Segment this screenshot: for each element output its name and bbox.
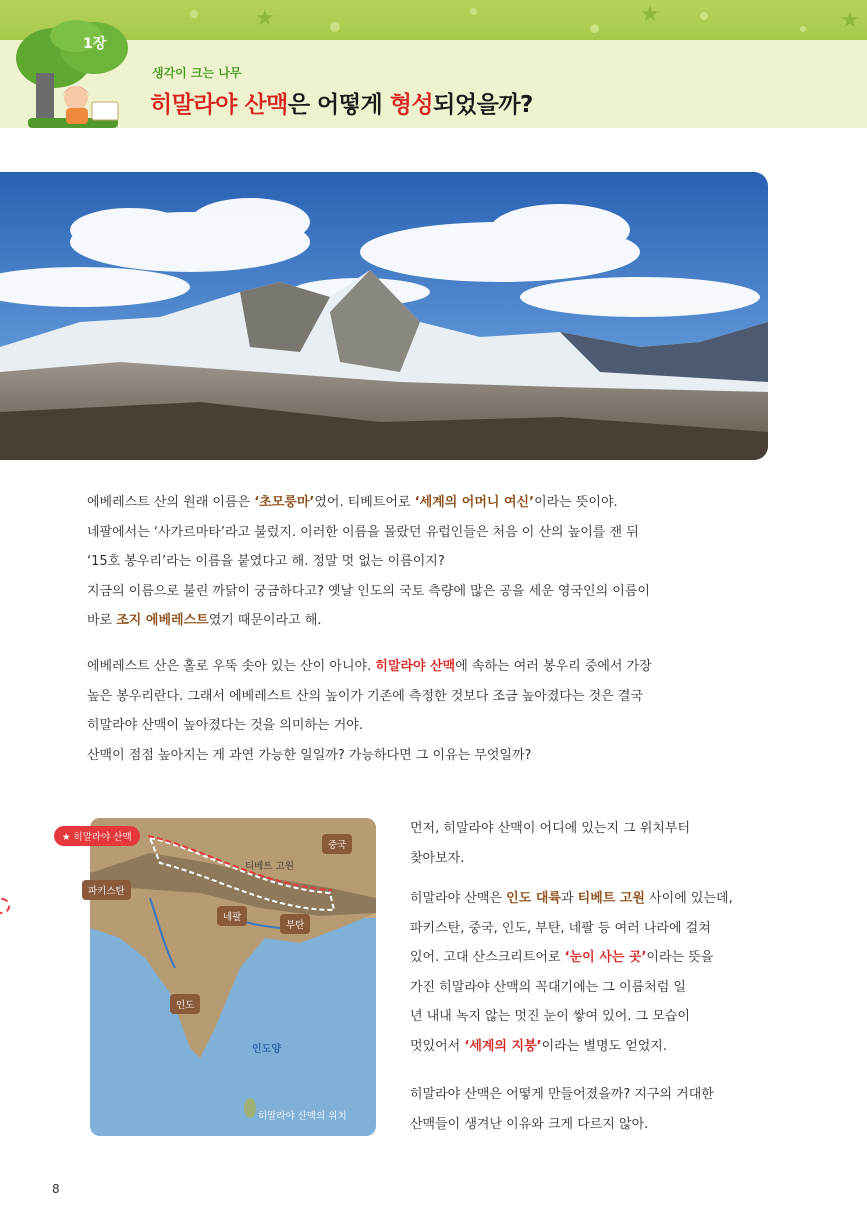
text-line xyxy=(410,943,780,973)
star-icon: ★ xyxy=(840,8,860,33)
text-span: 바로 xyxy=(87,613,117,628)
decor-dot xyxy=(470,8,477,15)
decor-dot xyxy=(330,22,340,32)
keyword-text: 히말라야 산맥 xyxy=(375,659,456,674)
title-text: 은 어떻게 xyxy=(287,92,390,118)
text-span: 에 속하는 여러 봉우리 중에서 가장 xyxy=(455,659,652,674)
title-keyword: 히말라야 산맥 xyxy=(150,92,288,118)
title-text: 되었을까? xyxy=(433,92,533,118)
intro-paragraph-2 xyxy=(87,652,777,770)
page-number: 8 xyxy=(52,1182,60,1196)
text-line: 가진 히말라야 산맥의 꼭대기에는 그 이름처럼 일 xyxy=(410,979,686,995)
intro-paragraph-1 xyxy=(87,488,777,636)
map-label-himalaya: ★ 히말라야 산맥 xyxy=(54,826,140,846)
text-span: 에베레스트 산의 원래 이름은 xyxy=(87,495,255,510)
tree-mascot-icon xyxy=(14,18,134,130)
decor-dot xyxy=(700,12,708,20)
text-span: 히말라야 산맥은 xyxy=(410,891,507,906)
text-line xyxy=(87,652,777,682)
text-line: 네팔에서는 ‘사가르마타’라고 불렀지. 이러한 이름을 몰랐던 유럽인들은 처음 이 산의 높이를 잰 뒤 xyxy=(87,524,639,540)
text-line xyxy=(87,606,777,636)
text-line: 지금의 이름으로 불린 까닭이 궁금하다고? 옛날 인도의 국토 측량에 많은 공을 세운 영국인의 이름이 xyxy=(87,583,650,599)
right-paragraph-1 xyxy=(410,814,780,873)
map-label-china: 중국 xyxy=(322,834,352,854)
text-line xyxy=(87,488,777,518)
keyword-text: ‘세계의 어머니 여신’ xyxy=(414,495,535,510)
map-label-nepal: 네팔 xyxy=(217,906,247,926)
right-paragraph-2 xyxy=(410,884,780,1061)
text-line: 파키스탄, 중국, 인도, 부탄, 네팔 등 여러 나라에 걸쳐 xyxy=(410,920,711,936)
page-title xyxy=(150,86,533,119)
decor-dot xyxy=(800,26,806,32)
text-span: 였어. 티베트어로 xyxy=(314,495,415,510)
decor-dot xyxy=(190,10,198,18)
series-label: 생각이 크는 나무 xyxy=(152,66,242,80)
keyword-text: 조지 에베레스트 xyxy=(116,613,209,628)
text-line: ‘15호 봉우리’라는 이름을 붙였다고 해. 정말 멋 없는 이름이지? xyxy=(87,554,445,569)
text-span: 있어. 고대 산스크리트어로 xyxy=(410,950,565,965)
map-label-bhutan: 부탄 xyxy=(280,914,310,934)
text-span: 에베레스트 산은 홀로 우뚝 솟아 있는 산이 아니야. xyxy=(87,659,376,674)
keyword-text: 인도 대륙 xyxy=(506,891,561,906)
text-line: 찾아보자. xyxy=(410,850,465,866)
margin-marker-icon xyxy=(0,898,10,914)
text-line: 높은 봉우리란다. 그래서 에베레스트 산의 높이가 기존에 측정한 것보다 조금 높아졌다는 것은 결국 xyxy=(87,688,644,704)
text-span: 이라는 뜻이야. xyxy=(534,495,618,510)
chapter-badge: 1장 xyxy=(83,36,107,52)
text-line xyxy=(410,1032,780,1062)
map-caption: 히말라야 산맥의 위치 xyxy=(258,1111,347,1122)
text-line: 먼저, 히말라야 산맥이 어디에 있는지 그 위치부터 xyxy=(410,821,691,836)
map-label-tibet: 티베트 고원 xyxy=(245,861,294,872)
title-keyword: 형성 xyxy=(389,92,434,118)
text-line xyxy=(410,884,780,914)
himalaya-location-map xyxy=(90,818,376,1136)
text-span: 이라는 뜻을 xyxy=(646,950,714,965)
keyword-text: ‘초모룽마’ xyxy=(254,495,315,510)
text-line: 년 내내 녹지 않는 멋진 눈이 쌓여 있어. 그 모습이 xyxy=(410,1009,690,1024)
text-span: 사이에 있는데, xyxy=(644,891,733,906)
decor-dot xyxy=(590,24,599,33)
keyword-text: 티베트 고원 xyxy=(577,891,645,906)
star-icon: ★ xyxy=(640,2,660,27)
keyword-text: ‘세계의 지붕’ xyxy=(464,1038,542,1054)
text-span: 이라는 별명도 얻었지. xyxy=(541,1038,667,1054)
map-label-indian-ocean: 인도양 xyxy=(252,1044,281,1055)
text-span: 과 xyxy=(560,891,578,906)
text-line: 히말라야 산맥은 어떻게 만들어졌을까? 지구의 거대한 xyxy=(410,1087,714,1102)
right-paragraph-3 xyxy=(410,1080,780,1139)
map-label-india: 인도 xyxy=(170,994,200,1014)
text-line: 산맥들이 생겨난 이유와 크게 다르지 않아. xyxy=(410,1116,649,1132)
himalaya-photo xyxy=(0,172,768,460)
map-label-pakistan: 파키스탄 xyxy=(82,880,131,900)
text-span: 였기 때문이라고 해. xyxy=(208,613,322,628)
text-span: 멋있어서 xyxy=(410,1038,465,1054)
text-line: 히말라야 산맥이 높아졌다는 것을 의미하는 거야. xyxy=(87,718,363,733)
star-icon: ★ xyxy=(255,6,275,31)
keyword-text: ‘눈이 사는 곳’ xyxy=(564,950,647,965)
text-line: 산맥이 점점 높아지는 게 과연 가능한 일일까? 가능하다면 그 이유는 무엇일까? xyxy=(87,747,532,763)
